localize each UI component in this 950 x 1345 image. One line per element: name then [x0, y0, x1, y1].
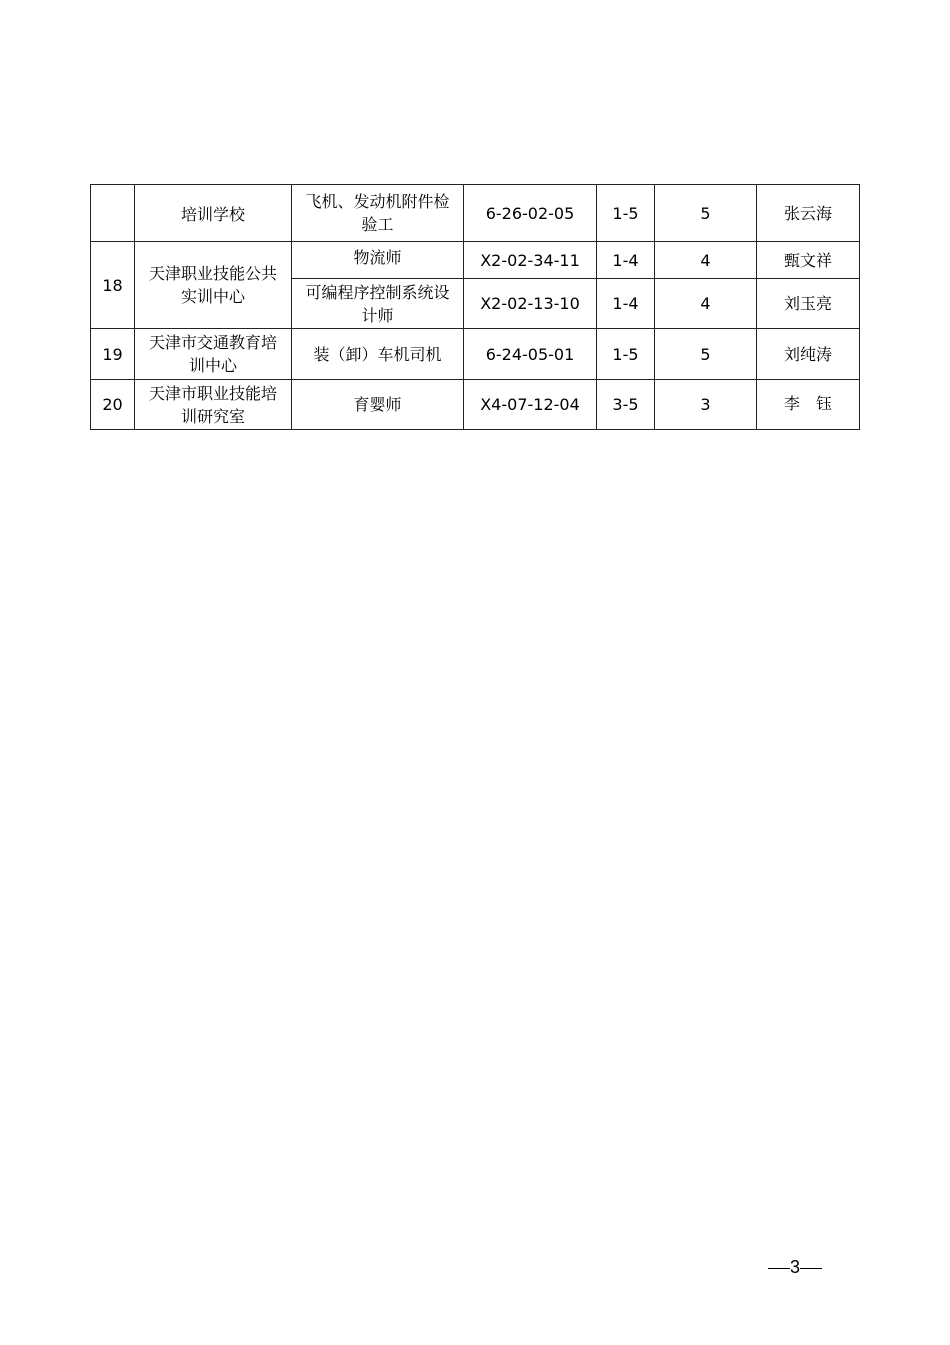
organization-cell: [135, 185, 292, 242]
skill-levels: 1-4: [597, 242, 655, 279]
skill-levels: 1-4: [597, 279, 655, 329]
level-count: 5: [655, 329, 757, 380]
occupation-code: 6-24-05-01: [464, 329, 597, 380]
occupation-cell: 装（卸）车机司机: [292, 329, 464, 380]
page-number-value: 3: [790, 1257, 801, 1277]
occupation-code: X2-02-34-11: [464, 242, 597, 279]
table-row: [91, 380, 860, 430]
contact-person: 刘纯涛: [757, 329, 860, 380]
skill-levels: 1-5: [597, 185, 655, 242]
contact-person: 刘玉亮: [757, 279, 860, 329]
level-count: 4: [655, 279, 757, 329]
contact-person: 甄文祥: [757, 242, 860, 279]
occupation-code: X4-07-12-04: [464, 380, 597, 430]
occupation-cell: 物流师: [292, 242, 464, 279]
skill-levels: 1-5: [597, 329, 655, 380]
level-count: 4: [655, 242, 757, 279]
contact-person: 李 钰: [757, 380, 860, 430]
training-institution-table: [90, 184, 860, 430]
row-number: 20: [91, 380, 135, 430]
table-row: [91, 242, 860, 279]
row-number: [91, 185, 135, 242]
occupation-cell: 可编程序控制系统设计师: [292, 279, 464, 329]
page-number-dash-left: [768, 1268, 790, 1269]
table-row: [91, 329, 860, 380]
occupation-code: 6-26-02-05: [464, 185, 597, 242]
table-row: [91, 185, 860, 242]
page-number-dash-right: [800, 1268, 822, 1269]
organization-cell: 天津职业技能公共实训中心: [135, 242, 292, 329]
level-count: 5: [655, 185, 757, 242]
row-number: 18: [91, 242, 135, 329]
level-count: 3: [655, 380, 757, 430]
page-number: [768, 1257, 822, 1278]
occupation-cell: 育婴师: [292, 380, 464, 430]
contact-person: 张云海: [757, 185, 860, 242]
occupation-cell: 飞机、发动机附件检验工: [292, 185, 464, 242]
skill-levels: 3-5: [597, 380, 655, 430]
organization-name: 培训学校: [180, 204, 245, 224]
row-number: 19: [91, 329, 135, 380]
occupation-code: X2-02-13-10: [464, 279, 597, 329]
organization-cell: 天津市职业技能培训研究室: [135, 380, 292, 430]
organization-cell: 天津市交通教育培训中心: [135, 329, 292, 380]
